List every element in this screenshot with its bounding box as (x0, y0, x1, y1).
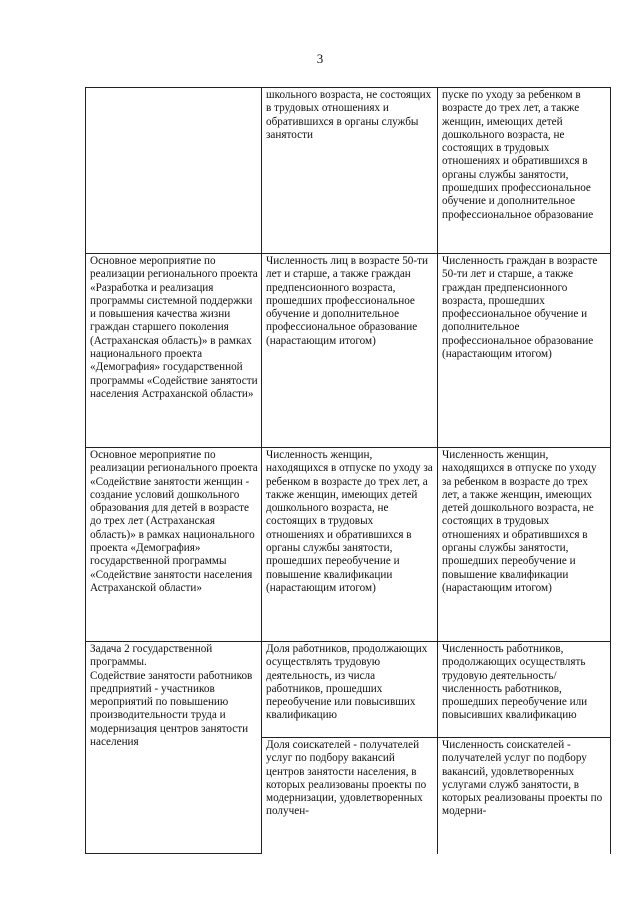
table-cell-calculation: Численность граждан в возрасте 50-ти лет и старше, а также граждан предпенсионного возраста, прошедших профессиональное обучение и дополнительное профессиональное образование (нарастающим итогом) (438, 254, 611, 448)
table-cell-indicator: Доля соискателей - получателей услуг по подбору вакансий центров занятости населения, в которых реализованы проекты по модернизации, удовлетворенных получен- (262, 738, 438, 854)
table-cell-calculation: Численность работников, продолжающих осуществлять трудовую деятельность/численность работников, прошедших переобучение или повысивших квалификацию (438, 642, 611, 738)
table-cell-measure (86, 88, 262, 254)
table-cell-measure: Основное мероприятие по реализации регионального проекта «Содействие занятости женщин - создание условий дошкольного образования для детей в возрасте до трех лет (Астраханская область)» в рамках национального проекта «Демография» государственной программы «Содействие занятости населения Астраханской области» (86, 448, 262, 642)
table-cell-calculation: Численность соискателей - получателей услуг по подбору вакансий, удовлетворенных услугами служб занятости, в которых реализованы проекты по модерни- (438, 738, 611, 854)
measures-table (85, 87, 611, 854)
table-cell-measure: Задача 2 государственной программы. Содействие занятости работников предприятий - участников мероприятий по повышению производительности труда и модернизация центров занятости населения (86, 642, 262, 854)
table-cell-indicator: школьного возраста, не состоящих в трудовых отношениях и обратившихся в органы службы занятости (262, 88, 438, 254)
table-cell-measure: Основное мероприятие по реализации регионального проекта «Разработка и реализация программы системной поддержки и повышения качества жизни граждан старшего поколения (Астраханская область)» в рамках национального проекта «Демография» государственной программы «Содействие занятости населения Астраханской области» (86, 254, 262, 448)
page-number: 3 (316, 51, 324, 66)
table-cell-indicator: Доля работников, продолжающих осуществлять трудовую деятельность, из числа работников, прошедших переобучение или повысивших квалификацию (262, 642, 438, 738)
table-row (86, 88, 611, 254)
table-row (86, 254, 611, 448)
table-cell-calculation: пуске по уходу за ребенком в возрасте до трех лет, а также женщин, имеющих детей дошкольного возраста, не состоящих в трудовых отношениях и обратившихся в органы службы занятости, прошедших профессиональное обучение и дополнительное профессиональное образование (438, 88, 611, 254)
table-row (86, 642, 611, 738)
table-row (86, 448, 611, 642)
table-cell-indicator: Численность лиц в возрасте 50-ти лет и старше, а также граждан предпенсионного возраста, прошедших профессиональное обучение и дополнительное профессиональное образование (нарастающим итогом) (262, 254, 438, 448)
table-cell-calculation: Численность женщин, находящихся в отпуске по уходу за ребенком в возрасте до трех лет, а также женщин, имеющих детей дошкольного возраста, не состоящих в трудовых отношениях и обратившихся в органы службы занятости, прошедших переобучение и повышение квалификации (нарастающим итогом) (438, 448, 611, 642)
table-cell-indicator: Численность женщин, находящихся в отпуске по уходу за ребенком в возрасте до трех лет, а также женщин, имеющих детей дошкольного возраста, не состоящих в трудовых отношениях и обратившихся в органы службы занятости, прошедших переобучение и повышение квалификации (нарастающим итогом) (262, 448, 438, 642)
